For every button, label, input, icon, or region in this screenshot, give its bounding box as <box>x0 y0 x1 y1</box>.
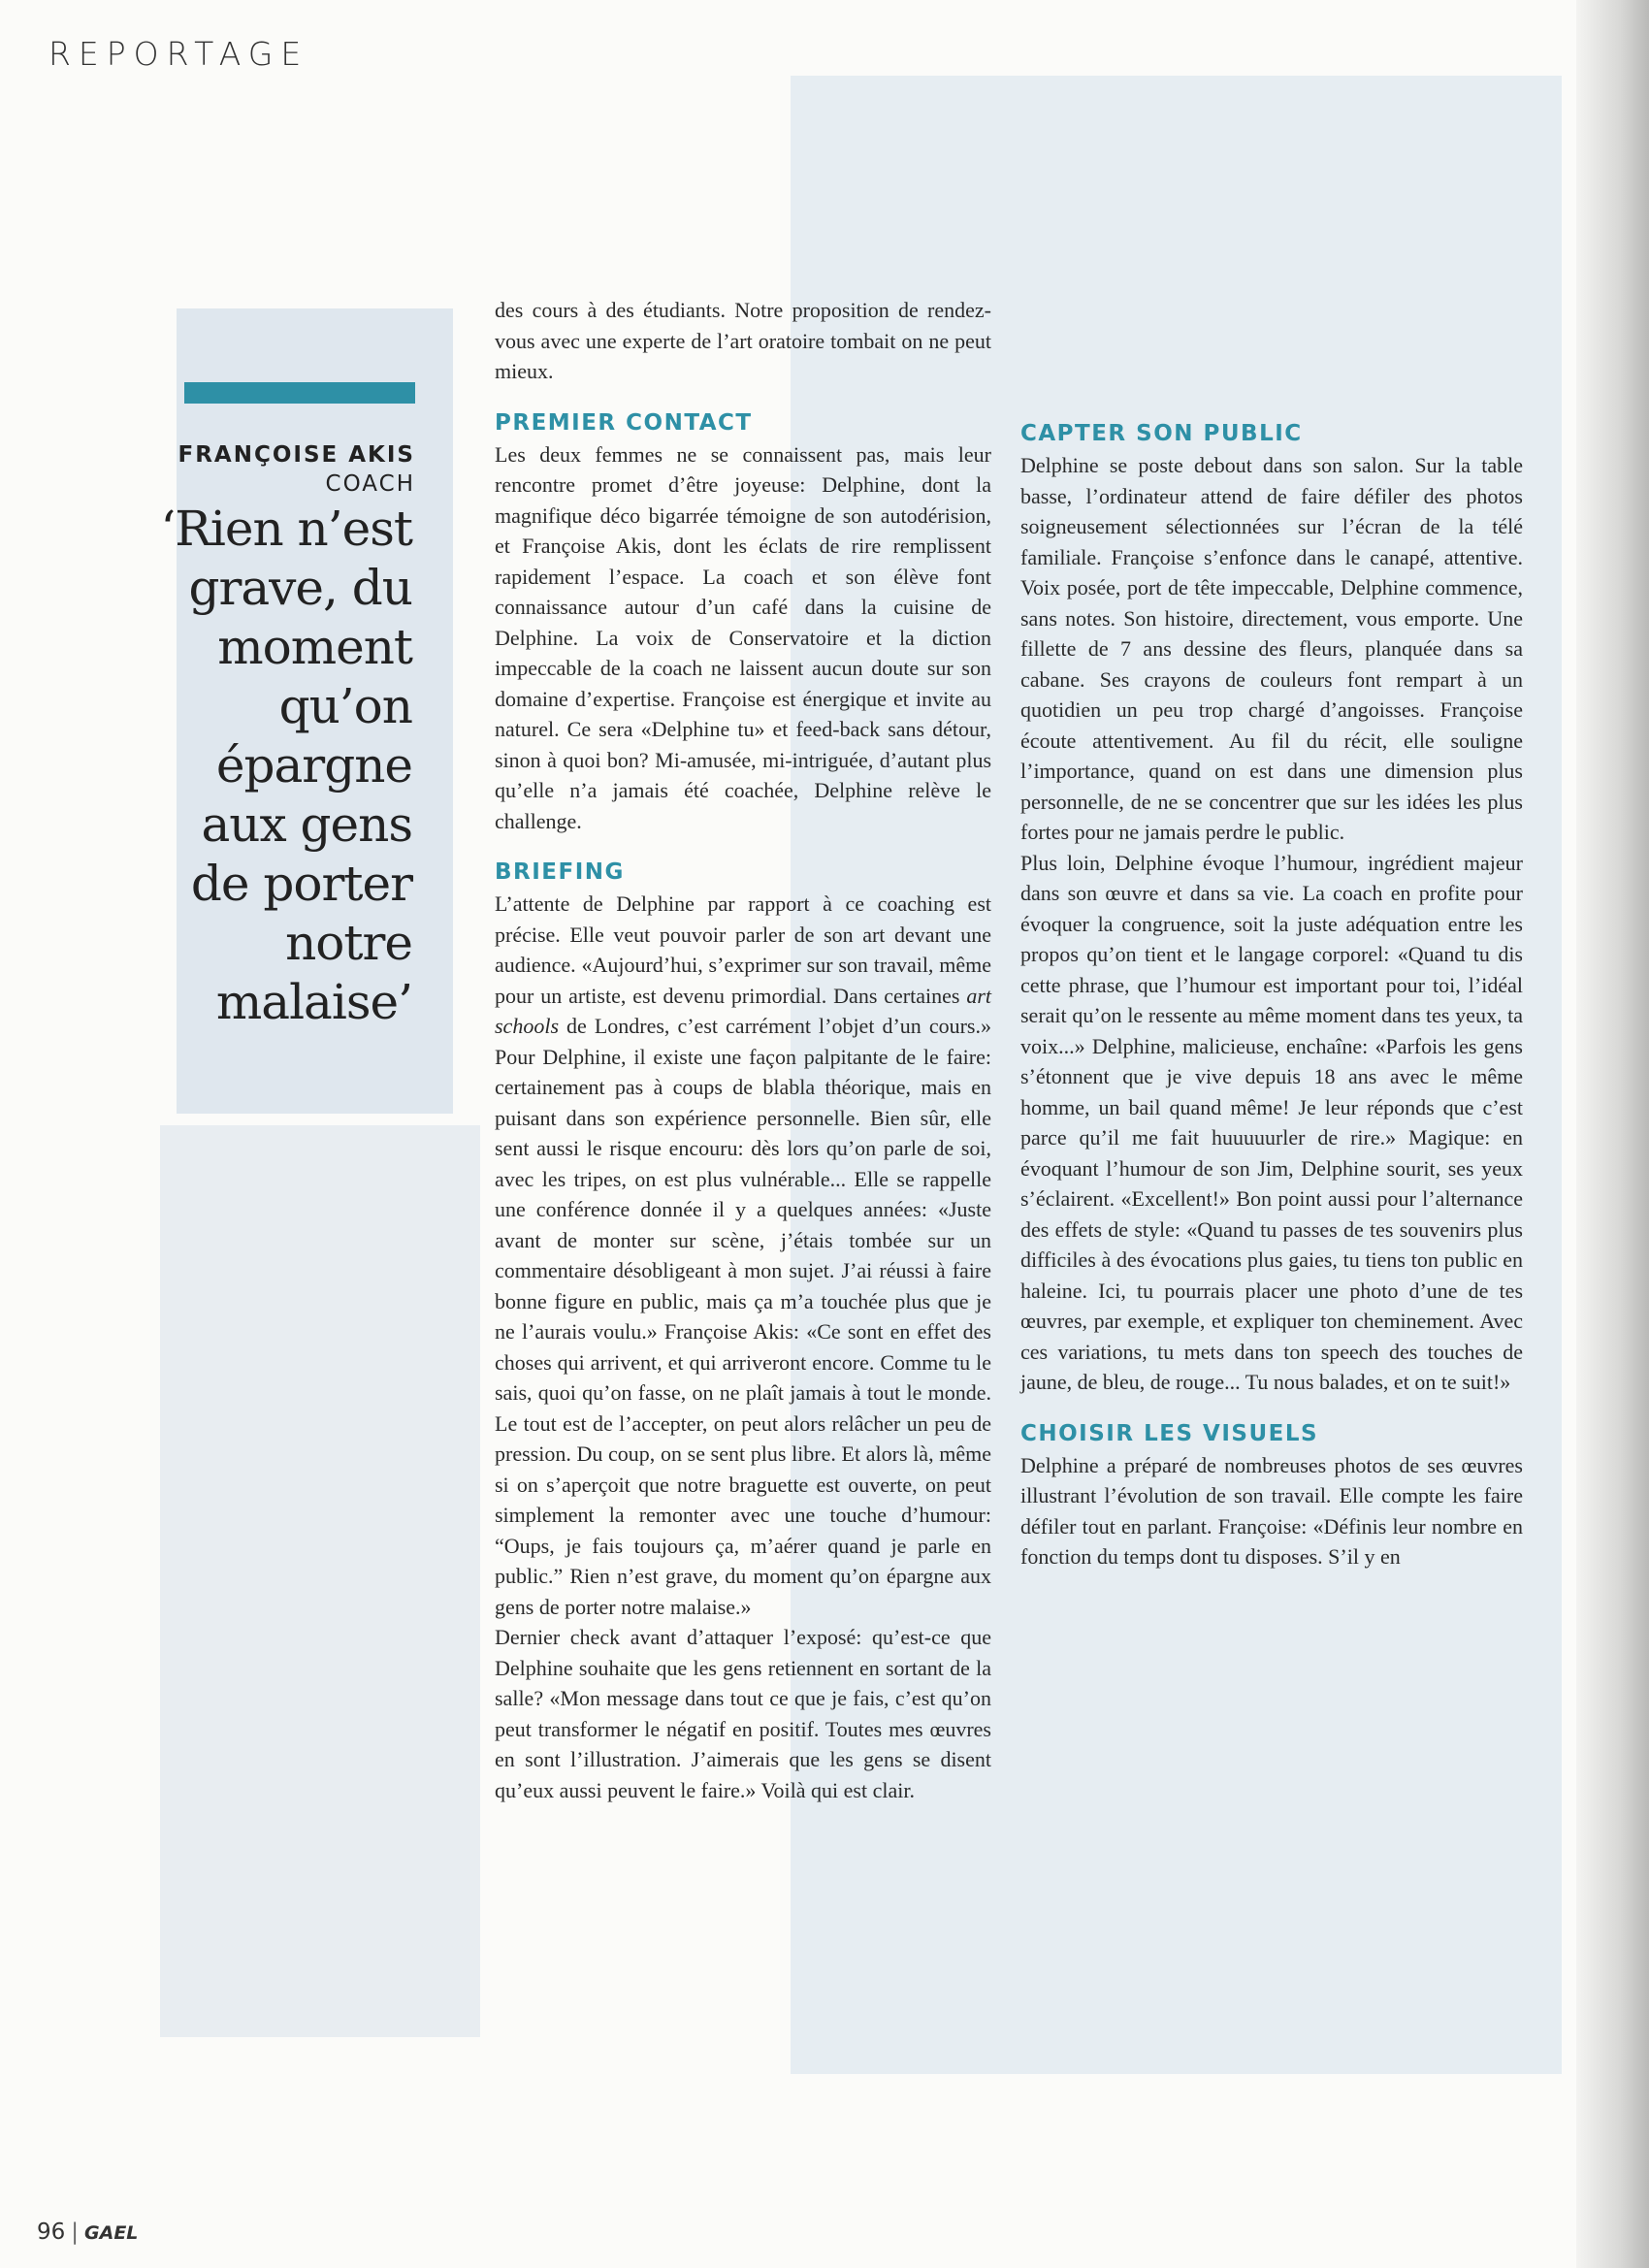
paragraph-capter: Delphine se poste debout dans son salon. Sur la table basse, l’ordinateur attend de faire défiler des photos soigneusement sélectionnées sur l’écran de la télé familiale. Françoise s’enfonce dans le canapé, attentive. Voix posée, port de tête impeccable, Delphine commence, sans notes. Son histoire, directement, vous emporte. Une fillette de 7 ans dessine des fleurs, planquée dans sa cabane. Ses crayons de couleurs font rempart à un quotidien un peu trop chargé d’angoisses. Françoise écoute attentivement. Au fil du récit, elle souligne l’importance, quand on est dans une dimension plus personnelle, de ne se concentrer que sur les idées les plus fortes pour ne jamais perdre le public. <box>1020 453 1523 844</box>
pull-quote-line: grave, du <box>188 560 412 616</box>
article-column-1 <box>495 295 991 1805</box>
heading-premier-contact: PREMIER CONTACT <box>495 409 753 436</box>
heading-choisir-les-visuels: CHOISIR LES VISUELS <box>1020 1420 1319 1446</box>
accent-bar <box>184 382 415 404</box>
lower-photo-tint <box>160 1125 480 2037</box>
pull-quote-line: ‘Rien n’est <box>160 501 412 557</box>
page-number: 96 <box>37 2219 66 2245</box>
section-label: REPORTAGE <box>48 35 309 73</box>
paragraph-premier-contact: Les deux femmes ne se connaissent pas, mais leur rencontre promet d’être joyeuse: Delphine, dont la magnifique déco bigarrée témoigne de son autodérision, et Françoise Akis, dont les éclats de rire remplissent rapidement l’espace. La coach et son élève font connaissance autour d’un café dans la cuisine de Delphine. La voix de Conservatoire et la diction impeccable de la coach ne laissent aucun doute sur son domaine d’expertise. Françoise est énergique et invite au naturel. Ce sera «Delphine tu» et feed-back sans détour, sinon à quoi bon? Mi-amusée, mi-intriguée, d’autant plus qu’elle n’a jamais été coachée, Delphine relève le challenge. <box>495 441 991 833</box>
paragraph-briefing <box>495 889 991 1622</box>
heading-briefing: BRIEFING <box>495 859 625 885</box>
intro-paragraph: des cours à des étudiants. Notre proposition de rendez-vous avec une experte de l’art oratoire tombait on ne peut mieux. <box>495 298 991 383</box>
page-gutter-shadow <box>1576 0 1649 2268</box>
pull-quote-line: épargne <box>215 737 412 794</box>
pull-quote-line: de porter <box>190 856 412 912</box>
paragraph-visuels: Delphine a préparé de nombreuses photos de ses œuvres illustrant l’évolution de son travail. Elle compte les faire défiler tout en parlant. Françoise: «Définis leur nombre en fonction du temps dont tu disposes. S’il y en <box>1020 1452 1523 1569</box>
briefing-emphasis: art schools <box>495 983 991 1038</box>
page-footer <box>37 2219 138 2245</box>
byline-role: COACH <box>325 471 415 497</box>
pull-quote-line: moment <box>217 619 412 675</box>
paragraph-humour: Plus loin, Delphine évoque l’humour, ingrédient majeur dans son œuvre et dans sa vie. La coach en profite pour évoquer la congruence, soit la juste adéquation entre les propos qu’on tient et le langage corporel: «Quand tu dis cette phrase, que l’humour est important pour toi, l’idéal serait qu’on le ressente au même moment dans tes yeux, ta voix...» Delphine, malicieuse, enchaîne: «Parfois les gens s’étonnent que je vive depuis 18 ans avec le même homme, un bail quand même! Je leur réponds que c’est parce qu’il me fait huuuuurler de rire.» Magique: en évoquant l’humour de son Jim, Delphine sourit, ses yeux s’éclairent. «Excellent!» Bon point aussi pour l’alternance des effets de style: «Quand tu passes de tes souvenirs plus difficiles à des évocations plus gaies, tu tiens ton public en haleine. Ici, tu pourrais placer une photo d’une de tes œuvres, par exemple, et expliquer ton cheminement. Avec ces variations, tu mets dans ton speech des touches de jaune, de bleu, de rouge... Tu nous balades, et on te suit!» <box>1020 850 1523 1394</box>
pull-quote-line: malaise’ <box>215 974 412 1030</box>
paragraph-dernier-check: Dernier check avant d’attaquer l’exposé: qu’est-ce que Delphine souhaite que les gens retiennent en sortant de la salle? «Mon message dans tout ce que je fais, c’est qu’on peut transformer le négatif en positif. Toutes mes œuvres en sont l’illustration. J’aimerais que les gens se disent qu’eux aussi peuvent le faire.» Voilà qui est clair. <box>495 1625 991 1802</box>
briefing-text: L’attente de Delphine par rapport à ce coaching est précise. Elle veut pouvoir parler de son art devant une audience. «Aujourd’hui, s’exprimer sur son travail, même pour un artiste, est devenu primordial. Dans certaines <box>495 891 991 1008</box>
article-column-2 <box>1020 417 1523 1572</box>
briefing-text: de Londres, c’est carrément l’objet d’un cours.» Pour Delphine, il existe une façon palpitante de le faire: certainement pas à coups de blabla théorique, mais en puisant dans son expérience personnelle. Bien sûr, elle sent aussi le risque encouru: dès lors qu’on parle de soi, avec les tripes, on est plus vulnérable... Elle se rappelle une conférence donnée il y a quelques années: «Juste avant de monter sur scène, j’étais tombée sur un commentaire désobligeant à mon sujet. J’ai réussi à faire bonne figure en public, mais ça m’a touchée plus que je ne l’aurais voulu.» Françoise Akis: «Ce sont en effet des choses qui arrivent, et qui arriveront encore. Comme tu le sais, quoi qu’on fasse, on ne plaît jamais à tout le monde. Le tout est de l’accepter, on peut alors relâcher un peu de pression. Du coup, on se sent plus libre. Et alors là, même si on s’aperçoit que notre braguette est ouverte, on peut simplement la remonter avec une touche d’humour: “Oups, je fais toujours ça, m’aérer quand je parle en public.” Rien n’est grave, du moment qu’on épargne aux gens de porter notre malaise.» <box>495 1014 991 1619</box>
pull-quote-line: notre <box>285 915 412 971</box>
magazine-logo: GAEL <box>84 2222 139 2244</box>
heading-capter-son-public: CAPTER SON PUBLIC <box>1020 421 1303 446</box>
byline-name: FRANÇOISE AKIS <box>178 442 415 468</box>
byline <box>178 442 416 497</box>
footer-separator: | <box>71 2219 80 2245</box>
pull-quote-line: qu’on <box>278 678 412 734</box>
pull-quote-line: aux gens <box>201 796 412 853</box>
pull-quote <box>126 500 412 1032</box>
